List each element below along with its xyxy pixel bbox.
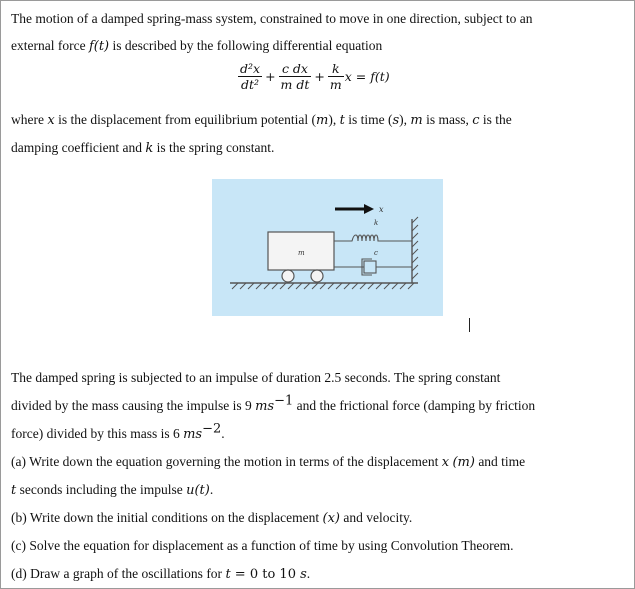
equals: = bbox=[230, 567, 250, 582]
text: is the displacement from equilibrium potential ( bbox=[54, 112, 317, 127]
intro-line-1: The motion of a damped spring-mass system, constrained to move in one direction, subject to an bbox=[11, 11, 533, 26]
intro-text: external force bbox=[11, 38, 89, 53]
body-line-3 bbox=[11, 420, 225, 449]
numerator: c dx bbox=[279, 61, 312, 77]
text: (b) Write down the initial conditions on the displacement bbox=[11, 510, 323, 525]
spring-mass-diagram bbox=[212, 179, 443, 316]
text: ), bbox=[399, 112, 411, 127]
spring bbox=[334, 235, 412, 241]
text: . bbox=[209, 482, 214, 497]
var-k: k bbox=[145, 141, 154, 156]
denominator: m bbox=[329, 77, 342, 92]
text: force) divided by this mass is 6 bbox=[11, 426, 184, 441]
spring-mass-figure bbox=[212, 179, 443, 316]
numerator: d²x bbox=[240, 61, 261, 76]
text: . bbox=[221, 426, 225, 441]
range: 0 to 10 bbox=[249, 567, 296, 582]
force-symbol: f(t) bbox=[88, 39, 110, 54]
exponent: −2 bbox=[202, 421, 222, 437]
text: is the bbox=[479, 112, 512, 127]
var-t: t bbox=[11, 483, 17, 498]
fraction-k-m bbox=[328, 61, 344, 92]
var-t: t bbox=[339, 113, 345, 128]
body-line-1: The damped spring is subjected to an impulse of duration 2.5 seconds. The spring constant bbox=[11, 370, 501, 385]
intro-text: is described by the following differential equation bbox=[109, 38, 383, 53]
impulse-symbol: u(t) bbox=[186, 483, 210, 498]
unit-s: s bbox=[392, 113, 400, 128]
denominator: dt² bbox=[241, 77, 260, 92]
text: divided by the mass causing the impulse is 9 bbox=[11, 398, 256, 413]
var-t: t bbox=[225, 567, 231, 582]
equation-rhs: x = f(t) bbox=[344, 69, 390, 84]
text-cursor bbox=[469, 318, 470, 332]
differential-equation bbox=[237, 61, 390, 92]
unit-s: s bbox=[295, 567, 307, 582]
label-x: x bbox=[379, 205, 384, 214]
denominator: m dt bbox=[280, 77, 310, 92]
label-c: c bbox=[374, 249, 378, 257]
var-x: (x) bbox=[322, 511, 340, 526]
text: . bbox=[306, 566, 311, 581]
wheel-left bbox=[282, 270, 294, 282]
where-line-2 bbox=[11, 134, 274, 163]
var-c: c bbox=[472, 113, 480, 128]
var-x: x bbox=[441, 455, 450, 470]
question-d bbox=[11, 560, 310, 589]
question-a-line-1 bbox=[11, 448, 525, 477]
label-k: k bbox=[374, 219, 379, 227]
body-line-2 bbox=[11, 392, 535, 421]
var-x: x bbox=[47, 113, 55, 128]
plus-sign: + bbox=[265, 69, 276, 84]
unit: ms bbox=[183, 427, 203, 442]
question-b bbox=[11, 504, 412, 533]
text: and time bbox=[474, 454, 526, 469]
ground-hatch bbox=[232, 283, 414, 289]
text: is the spring constant. bbox=[153, 140, 275, 155]
where-line-1 bbox=[11, 106, 512, 135]
question-c: (c) Solve the equation for displacement as a function of time by using Convolution Theorem. bbox=[11, 538, 514, 553]
label-m: m bbox=[298, 249, 305, 257]
text: is time ( bbox=[344, 112, 393, 127]
text: is mass, bbox=[422, 112, 473, 127]
wheel-right bbox=[311, 270, 323, 282]
text: ), bbox=[328, 112, 340, 127]
var-m: m bbox=[410, 113, 423, 128]
text: and the frictional force (damping by friction bbox=[293, 398, 536, 413]
text: where bbox=[11, 112, 48, 127]
text: (d) Draw a graph of the oscillations for bbox=[11, 566, 226, 581]
arrow-head-icon bbox=[364, 204, 374, 214]
wall-hatch bbox=[412, 217, 418, 279]
fraction-c-dx bbox=[279, 61, 312, 92]
damper-piston bbox=[364, 261, 376, 273]
fraction-d2x-dt2 bbox=[238, 61, 262, 92]
text: (a) Write down the equation governing the motion in terms of the displacement bbox=[11, 454, 442, 469]
numerator: k bbox=[328, 61, 344, 77]
unit: ms bbox=[255, 399, 275, 414]
question-a-line-2 bbox=[11, 476, 213, 505]
text: seconds including the impulse bbox=[16, 482, 187, 497]
plus-sign: + bbox=[314, 69, 325, 84]
intro-line-2 bbox=[11, 32, 382, 61]
exponent: −1 bbox=[274, 393, 294, 409]
unit-m: (m) bbox=[452, 455, 475, 470]
text: and velocity. bbox=[340, 510, 413, 525]
text: damping coefficient and bbox=[11, 140, 146, 155]
unit-m: m bbox=[316, 113, 329, 128]
